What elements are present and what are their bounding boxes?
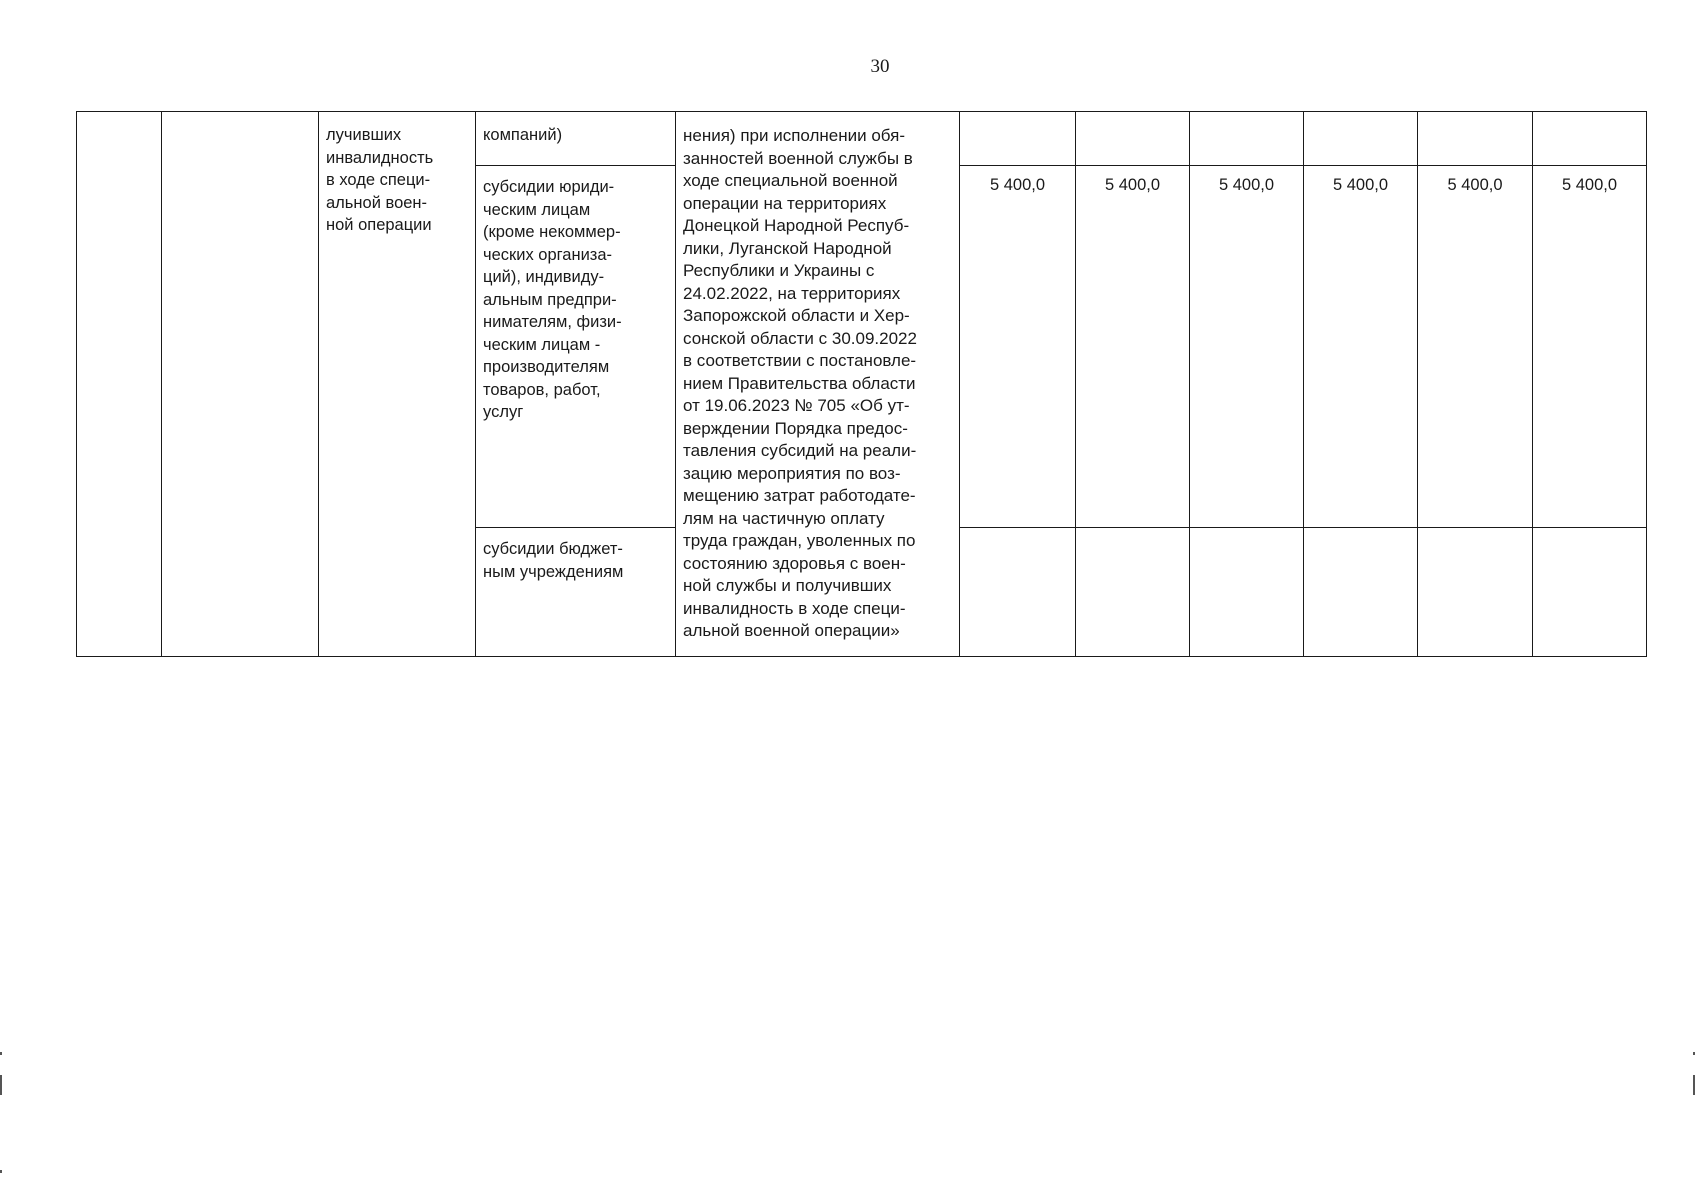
table-row [77,112,1647,166]
value-cell [1190,166,1304,528]
value-cell [1190,112,1304,166]
funding-source-text: компаний) [483,126,563,144]
scan-edge-mark [1693,1075,1695,1095]
funding-source-cell [476,112,676,166]
value-2027: 5 400,0 [1332,176,1389,194]
value-cell [1304,112,1418,166]
value-2029: 5 400,0 [1561,176,1618,194]
description-cell [676,112,960,657]
empty-cell [162,112,319,657]
value-cell [960,112,1076,166]
value-cell [1533,112,1647,166]
funding-source-cell [476,166,676,528]
scan-edge-mark [0,1052,2,1055]
value-cell [960,166,1076,528]
scan-edge-mark [1693,1052,1695,1055]
value-cell [1418,528,1533,657]
budget-table [76,111,1647,657]
value-cell [1076,166,1190,528]
value-2028: 5 400,0 [1447,176,1503,194]
page-number: 30 [870,56,890,77]
value-cell [1304,166,1418,528]
value-cell [1304,528,1418,657]
scan-edge-mark [0,1075,2,1095]
value-cell [1418,166,1533,528]
value-2024: 5 400,0 [989,176,1046,194]
value-2026: 5 400,0 [1218,176,1275,194]
value-cell [1533,528,1647,657]
value-cell [1076,112,1190,166]
funding-source-cell [476,528,676,657]
value-cell [1418,112,1533,166]
empty-cell [77,112,162,657]
value-cell [1076,528,1190,657]
measure-name-cell [319,112,476,657]
value-cell [1533,166,1647,528]
funding-source-text: субсидии бюджет- ным учреждениям [483,540,624,581]
value-cell [960,528,1076,657]
funding-source-text: субсидии юриди- ческим лицам (кроме некоммер- ческих организа- ций), индивиду- альным предпри- нимателям, физи- ческим лицам - производителям товаров, работ, услуг [483,178,622,421]
description-text: нения) при исполнении обя- занностей военной службы в ходе специальной военной операции на территориях Донецкой Народной Респуб- лики, Луганской Народной Республики и Украины с 24.02.2022, на территориях Запорожской области и Хер- сонской области с 30.09.2022 в соответствии с постановле- нием Правительства области от 19.06.2023 № 705 «Об ут- верждении Порядка предос- тавления субсидий на реали- зацию мероприятия по воз- мещению затрат работодате- лям на частичную оплату труда граждан, уволенных по состоянию здоровья с воен- ной службы и получивших инвалидность в ходе специ- альной военной операции» [683,126,917,640]
value-cell [1190,528,1304,657]
scan-edge-mark [0,1170,2,1173]
measure-name-text: лучивших инвалидность в ходе специ- альной воен- ной операции [326,126,434,234]
value-2025: 5 400,0 [1104,176,1161,194]
